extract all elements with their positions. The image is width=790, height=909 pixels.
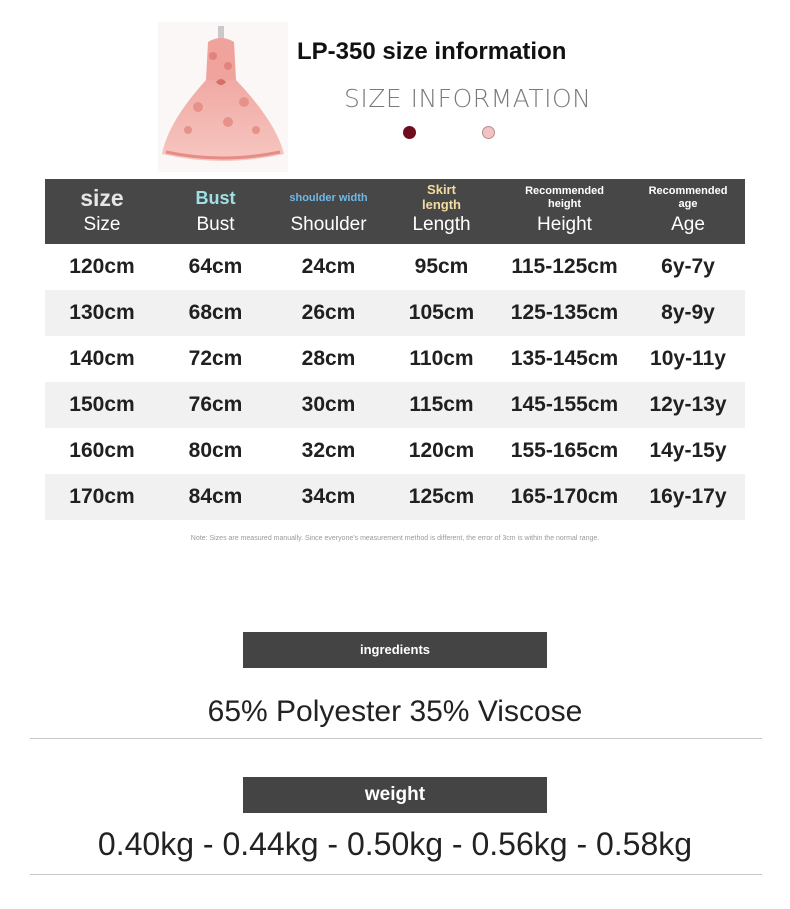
- header-label: Recommended age: [648, 185, 728, 210]
- header-en-label: Length: [412, 214, 471, 235]
- header-en-label: Size: [83, 214, 121, 235]
- table-cell: 115cm: [409, 393, 474, 416]
- header-label: shoulder width: [289, 191, 368, 204]
- header-en-label: Shoulder: [290, 214, 367, 235]
- table-cell: 135-145cm: [510, 347, 619, 370]
- header-col: [385, 179, 498, 244]
- table-cell: 105cm: [408, 301, 475, 324]
- table-cell: 170cm: [69, 485, 135, 508]
- composition-text: 65% Polyester 35% Viscose: [207, 695, 583, 728]
- table-cell: 28cm: [301, 347, 356, 370]
- divider: [30, 874, 762, 875]
- table-cell: 76cm: [188, 393, 243, 416]
- table-cell: 24cm: [301, 255, 356, 278]
- table-row: [45, 428, 745, 474]
- table-cell: 68cm: [188, 301, 243, 324]
- header-col: [159, 179, 272, 244]
- table-cell: 95cm: [414, 255, 469, 278]
- table-cell: 10y-11y: [650, 347, 726, 370]
- page-title: LP-350 size information: [297, 38, 567, 65]
- table-cell: 110cm: [409, 347, 474, 370]
- table-cell: 84cm: [188, 485, 243, 508]
- table-cell: 130cm: [69, 301, 135, 324]
- table-cell: 120cm: [69, 255, 135, 278]
- table-cell: 80cm: [188, 439, 243, 462]
- table-cell: 30cm: [301, 393, 356, 416]
- header-label: Skirt length: [422, 182, 461, 212]
- header-col: [272, 179, 385, 244]
- table-row: [45, 474, 745, 520]
- table-cell: 14y-15y: [649, 439, 727, 462]
- table-cell: 165-170cm: [510, 485, 619, 508]
- header-col: [631, 179, 745, 244]
- header-label: size: [80, 184, 124, 211]
- table-cell: 12y-13y: [649, 393, 727, 416]
- table-cell: 150cm: [69, 393, 135, 416]
- table-cell: 64cm: [188, 255, 243, 278]
- table-cell: 6y-7y: [661, 255, 715, 278]
- weights-text: 0.40kg - 0.44kg - 0.50kg - 0.56kg - 0.58kg: [97, 826, 693, 862]
- table-cell: 34cm: [301, 485, 356, 508]
- header-label: Bust: [195, 187, 236, 208]
- table-row: [45, 244, 745, 290]
- header-col: [45, 179, 159, 244]
- header-label: Recommended height: [525, 185, 604, 210]
- table-row: [45, 336, 745, 382]
- measurement-note: Note: Sizes are measured manually. Since everyone's measurement method is different, the error of 3cm is within the normal range.: [190, 535, 600, 542]
- color-swatch-burgundy[interactable]: [403, 126, 416, 139]
- table-row: [45, 290, 745, 336]
- header-en-label: Height: [537, 214, 592, 235]
- table-row: [45, 382, 745, 428]
- table-cell: 115-125cm: [511, 255, 618, 278]
- color-swatch-pink[interactable]: [482, 126, 495, 139]
- size-table: [45, 179, 745, 520]
- table-cell: 160cm: [69, 439, 135, 462]
- table-header: [45, 179, 745, 244]
- dress-image: [158, 22, 288, 172]
- table-cell: 16y-17y: [649, 485, 727, 508]
- table-cell: 125cm: [408, 485, 475, 508]
- header-en-label: Bust: [196, 214, 235, 235]
- table-cell: 8y-9y: [661, 301, 715, 324]
- ingredients-label: ingredients: [243, 632, 547, 668]
- table-cell: 32cm: [301, 439, 356, 462]
- table-cell: 155-165cm: [510, 439, 619, 462]
- table-cell: 140cm: [69, 347, 135, 370]
- table-cell: 125-135cm: [510, 301, 619, 324]
- weight-label: weight: [243, 777, 547, 813]
- table-cell: 72cm: [188, 347, 243, 370]
- table-cell: 120cm: [408, 439, 475, 462]
- header-col: [498, 179, 631, 244]
- table-cell: 145-155cm: [510, 393, 619, 416]
- header-en-label: Age: [671, 214, 705, 235]
- table-cell: 26cm: [301, 301, 356, 324]
- section-subtitle: SIZE INFORMATION: [344, 84, 592, 113]
- divider: [30, 738, 762, 739]
